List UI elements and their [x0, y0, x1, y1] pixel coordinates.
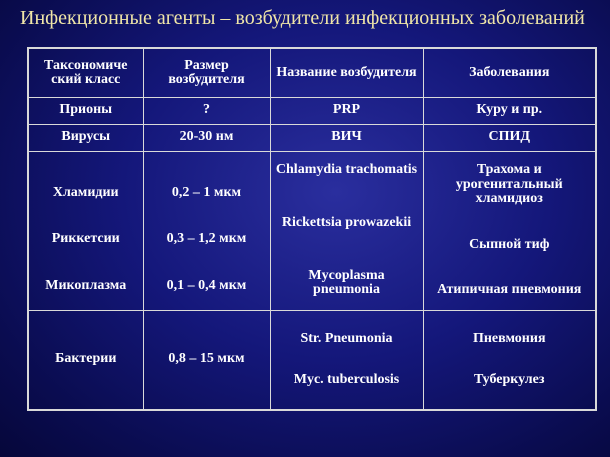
name-rickettsia: Rickettsia prowazekii	[281, 214, 412, 230]
name-chlamydia: Chlamydia trachomatis	[275, 162, 418, 177]
cell-name: ВИЧ	[270, 124, 423, 151]
cell-disease-group	[423, 310, 596, 410]
class-rickettsia: Риккетсии	[51, 231, 120, 247]
table-row-bacteria	[28, 310, 596, 410]
disease-rickettsia: Сыпной тиф	[469, 236, 550, 252]
cell-disease: СПИД	[423, 124, 596, 151]
table-row-intracellular	[28, 151, 596, 310]
header-pathogen-name: Название возбудителя	[270, 48, 423, 97]
cell-class-group	[28, 151, 143, 310]
size-chlamydia: 0,2 – 1 мкм	[171, 184, 242, 200]
name-mycoplasma: Mycoplasma pneumonia	[308, 267, 385, 298]
disease-mycoplasma: Атипичная пневмония	[437, 282, 582, 298]
class-chlamydia: Хламидии	[52, 184, 119, 200]
cell-class: Бактерии	[28, 310, 143, 410]
cell-disease-group	[423, 151, 596, 310]
table-row-viruses	[28, 124, 596, 151]
header-size: Размер возбудителя	[143, 48, 270, 97]
table-row-prions	[28, 97, 596, 124]
name-mycobacterium: Myc. tuberculosis	[293, 371, 400, 387]
class-mycoplasma: Микоплазма	[45, 277, 127, 293]
cell-size: 20-30 нм	[143, 124, 270, 151]
cell-name: PRP	[270, 97, 423, 124]
cell-size-group	[143, 151, 270, 310]
cell-size: ?	[143, 97, 270, 124]
disease-chlamydia: Трахома и урогенитальный хламидиоз	[455, 162, 563, 207]
pathogen-table	[27, 47, 597, 411]
cell-class: Прионы	[28, 97, 143, 124]
cell-size: 0,8 – 15 мкм	[143, 310, 270, 410]
name-streptococcus: Str. Pneumonia	[300, 330, 393, 346]
cell-disease: Куру и пр.	[423, 97, 596, 124]
cell-name-group	[270, 151, 423, 310]
disease-tuberculosis: Туберкулез	[474, 371, 545, 387]
size-mycoplasma: 0,1 – 0,4 мкм	[166, 277, 247, 293]
header-row	[28, 48, 596, 97]
size-rickettsia: 0,3 – 1,2 мкм	[166, 231, 247, 247]
cell-class: Вирусы	[28, 124, 143, 151]
slide-title: Инфекционные агенты – возбудители инфекционных заболеваний	[20, 7, 585, 29]
header-diseases: Заболевания	[423, 48, 596, 97]
header-taxonomic-class: Таксономиче ский класс	[28, 48, 143, 97]
disease-pneumonia: Пневмония	[472, 330, 546, 346]
cell-name-group	[270, 310, 423, 410]
